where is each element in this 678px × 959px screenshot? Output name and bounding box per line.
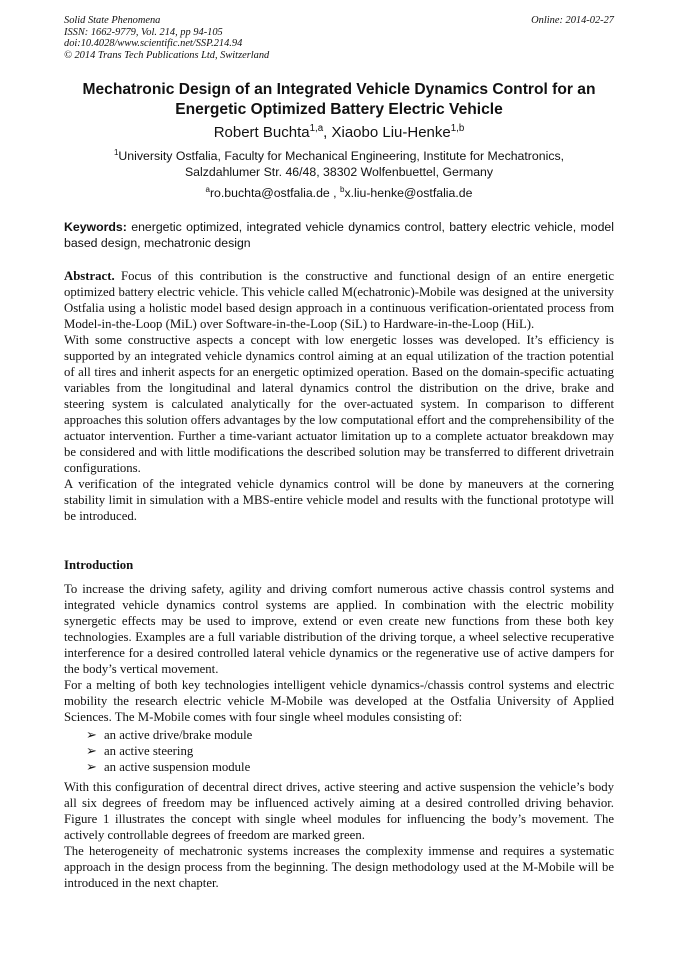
doi: doi:10.4028/www.scientific.net/SSP.214.94	[64, 38, 243, 49]
email-sup: a	[205, 184, 210, 194]
journal-name: Solid State Phenomena	[64, 15, 161, 26]
list-item	[86, 743, 614, 759]
arrow-bullet-icon: ➢	[86, 760, 97, 774]
online-date: Online: 2014-02-27	[531, 15, 614, 26]
keywords-text: energetic optimized, integrated vehicle dynamics control, battery electric vehicle, model based design, mechatronic design	[64, 220, 614, 250]
intro-paragraph: For a melting of both key technologies intelligent vehicle dynamics-/chassis control systems and electric mobility the research electric vehicle M-Mobile was developed at the Ostfalia University of Applied Sciences. The M-Mobile comes with four single wheel modules consisting of:	[64, 678, 614, 724]
affiliation-line: Salzdahlumer Str. 46/48, 38302 Wolfenbuettel, Germany	[184, 164, 494, 179]
list-item-text: an active steering	[104, 744, 194, 758]
author-name: Robert Buchta	[213, 124, 310, 141]
abstract-paragraph: A verification of the integrated vehicle dynamics control will be done by maneuvers at the cornering stability limit in simulation with a MBS-entire vehicle model and results with the functional prototype will be introduced.	[64, 477, 614, 523]
arrow-bullet-icon: ➢	[86, 728, 97, 742]
title-line: Mechatronic Design of an Integrated Vehicle Dynamics Control for an	[82, 81, 596, 98]
arrow-bullet-icon: ➢	[86, 744, 97, 758]
list-item-text: an active drive/brake module	[104, 728, 253, 742]
author-name: Xiaobo Liu-Henke	[331, 124, 451, 141]
abstract-paragraph: With some constructive aspects a concept with low energetic losses was developed. It’s efficiency is supported by an integrated vehicle dynamics control aiming at an equal utilization of the traction potential of all tires and inherit aspects for an energetic optimized operation. Based on the domain-specific actuating variables from the longitudinal and lateral dynamics control the distribution on the drive, brake and steering system is calculated analytically for the over-actuated system. In comparison to different approaches this solution offers advantages by the low computational effort and the comprehensibility of the actuator intervention. Further a time-variant actuator limitation up to a complete actuator breakdown may be considered and with little modifications the described solution may be transferred to different drivetrain configurations.	[64, 333, 614, 475]
affiliation-sup: 1	[113, 147, 119, 157]
email: ro.buchta@ostfalia.de	[209, 186, 330, 200]
list-item-text: an active suspension module	[104, 760, 251, 774]
list-item	[86, 759, 614, 775]
list-item	[86, 727, 614, 743]
author-sup: 1,a	[309, 123, 324, 134]
author-sup: 1,b	[450, 123, 465, 134]
intro-paragraph: To increase the driving safety, agility and driving comfort numerous active chassis control systems and integrated vehicle dynamics control systems are applied. In combination with the electric mobility synergetic effects may be used to improve, extend or even create new functions from these both key technologies. Examples are a full variable distribution of the driving torque, a wheel selective recuperative interference for a desired controlled lateral vehicle dynamics or the regenerative use of active dampers for the body’s vertical movement.	[64, 582, 614, 676]
copyright: © 2014 Trans Tech Publications Ltd, Switzerland	[64, 49, 270, 61]
abstract-text: Focus of this contribution is the constructive and functional design of an entire energetic optimized battery electric vehicle. This vehicle called M(echatronic)-Mobile was designed at the university Ostfalia using a holistic model based design approach in a continuous verification-orientated process from Model-in-the-Loop (MiL) over Software-in-the-Loop (SiL) to Hardware-in-the-Loop (HiL).	[64, 269, 614, 331]
authors: Robert Buchta$^{1,a}$, Xiaobo Liu-Henke$^{1,b}$	[213, 123, 465, 141]
emails: $^a$ro.buchta@ostfalia.de , $^b$x.liu-henke@ostfalia.de	[205, 184, 473, 200]
keywords-label: Keywords:	[64, 220, 127, 234]
section-heading: Introduction	[64, 558, 134, 572]
abstract-paragraph	[64, 268, 614, 332]
bullet-list	[64, 727, 614, 775]
affiliation-line: University Ostfalia, Faculty for Mechanical Engineering, Institute for Mechatronics,	[118, 149, 565, 163]
email-sup: b	[340, 184, 345, 194]
introduction	[64, 581, 614, 891]
abstract	[64, 268, 614, 524]
title-line: Energetic Optimized Battery Electric Vehicle	[175, 101, 503, 118]
keywords	[64, 219, 614, 251]
journal-header	[64, 15, 614, 61]
email: x.liu-henke@ostfalia.de	[344, 186, 473, 200]
intro-paragraph: The heterogeneity of mechatronic systems increases the complexity immense and requires a systematic approach in the design process from the beginning. The design methodology used at the M-Mobile will be introduced in the next chapter.	[64, 844, 614, 890]
paper-title	[50, 80, 628, 120]
abstract-label: Abstract.	[64, 269, 115, 283]
intro-paragraph: With this configuration of decentral direct drives, active steering and active suspension the vehicle’s body all six degrees of freedom may be influenced actively aiming at a desired controlled driving behavior. Figure 1 illustrates the concept with single wheel modules for influencing the body’s movement. The actively controllable degrees of freedom are marked green.	[64, 780, 614, 842]
affiliation	[50, 149, 628, 180]
issn: ISSN: 1662-9779, Vol. 214, pp 94-105	[64, 26, 223, 38]
